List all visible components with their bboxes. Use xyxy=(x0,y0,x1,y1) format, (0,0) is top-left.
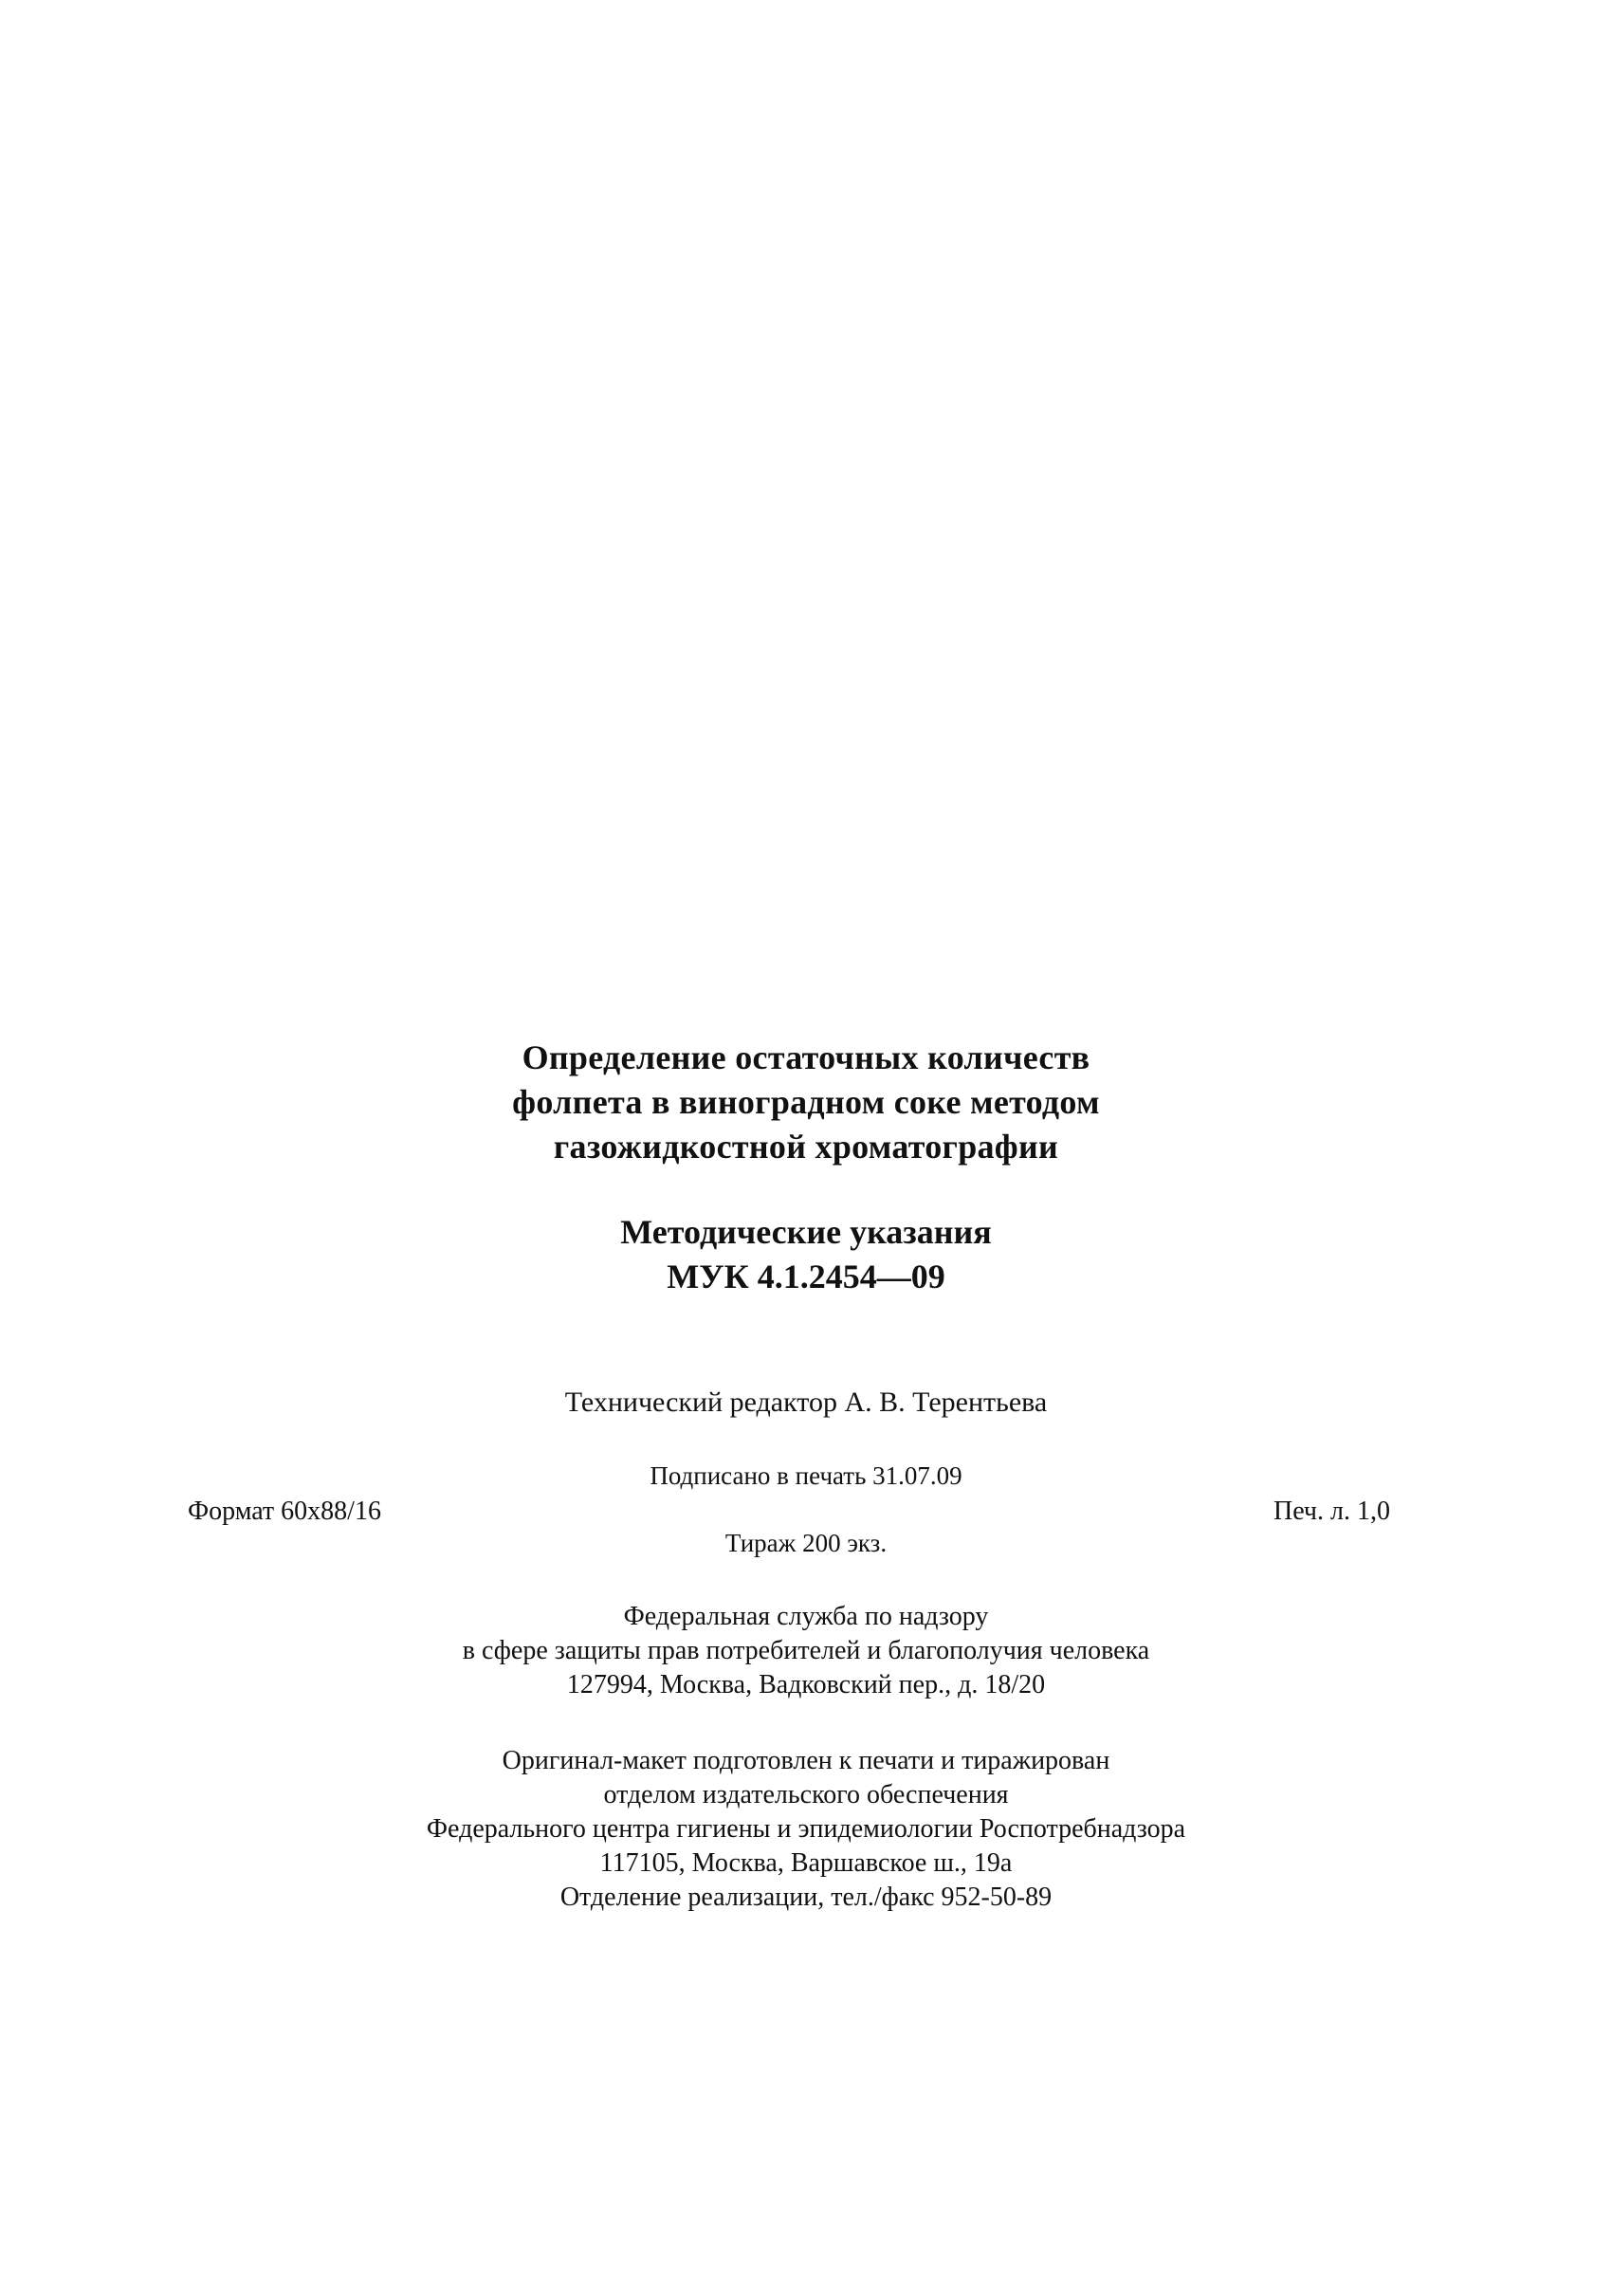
signed-for-print: Подписано в печать 31.07.09 xyxy=(650,1461,962,1490)
paper-format: Формат 60x88/16 xyxy=(188,1497,381,1526)
circulation: Тираж 200 экз. xyxy=(724,1529,888,1557)
publisher-info xyxy=(0,1600,1612,1702)
title-line-1: Определение остаточных количеств xyxy=(522,1038,1090,1076)
title-line-2: фолпета в виноградном соке методом xyxy=(512,1083,1100,1121)
printer-line-3: Федерального центра гигиены и эпидемиологии Роспотребнадзора xyxy=(426,1814,1186,1844)
technical-editor: Технический редактор А. В. Терентьева xyxy=(564,1387,1048,1418)
publisher-address: 127994, Москва, Вадковский пер., д. 18/20 xyxy=(566,1670,1046,1699)
printer-address: 117105, Москва, Варшавское ш., 19а xyxy=(599,1848,1013,1878)
printer-line-2: отделом издательского обеспечения xyxy=(603,1780,1009,1809)
printer-info xyxy=(0,1744,1612,1915)
publisher-line-1: Федеральная служба по надзору xyxy=(623,1602,989,1631)
sales-department-contact: Отделение реализации, тел./факс 952-50-89 xyxy=(559,1883,1053,1912)
document-type: Методические указания xyxy=(620,1213,992,1251)
document-number: МУК 4.1.2454—09 xyxy=(667,1258,945,1295)
document-designation xyxy=(0,1210,1612,1299)
title-line-3: газожидкостной хроматографии xyxy=(553,1128,1059,1166)
document-title xyxy=(0,1036,1612,1169)
publisher-line-2: в сфере защиты прав потребителей и благополучия человека xyxy=(462,1636,1150,1665)
print-sheets: Печ. л. 1,0 xyxy=(1273,1497,1390,1526)
printer-line-1: Оригинал-макет подготовлен к печати и тиражирован xyxy=(502,1746,1110,1775)
